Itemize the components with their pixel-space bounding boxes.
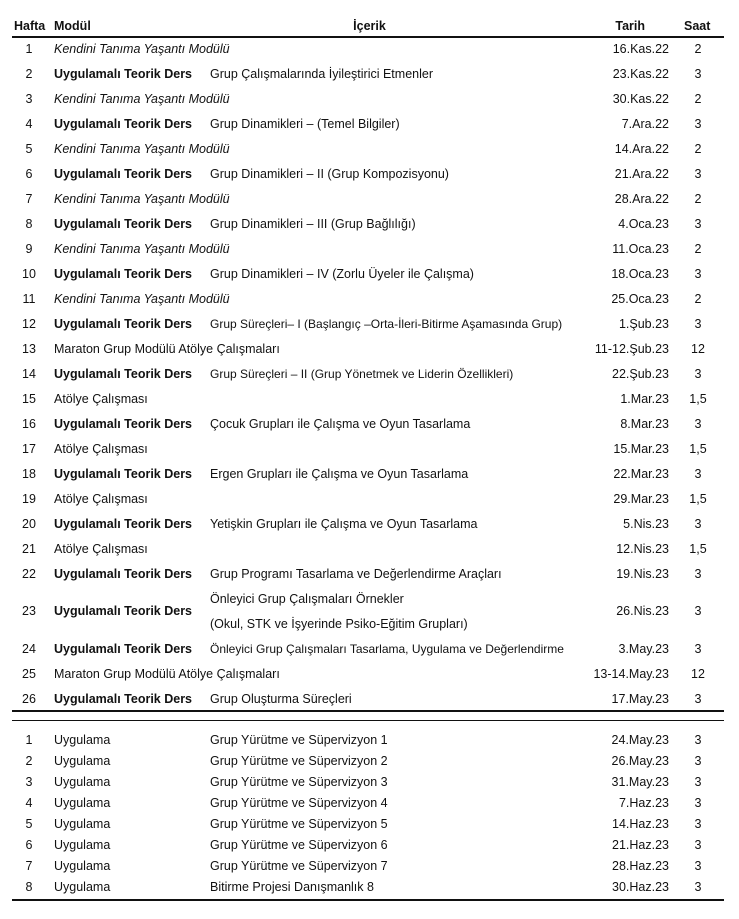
module-cell: Atölye Çalışması xyxy=(54,442,148,456)
module-cell: Uygulamalı Teorik Ders xyxy=(54,217,193,231)
module-cell: Maraton Grup Modülü Atölye Çalışmaları xyxy=(54,342,280,356)
week-cell: 17 xyxy=(22,442,36,456)
module-cell: Uygulamalı Teorik Ders xyxy=(54,117,193,131)
hours-cell: 3 xyxy=(694,796,702,810)
table-row xyxy=(0,262,739,287)
week-cell: 12 xyxy=(22,317,36,331)
header-week: Hafta xyxy=(14,19,46,33)
week-cell: 18 xyxy=(22,467,36,481)
date-cell: 7.Ara.22 xyxy=(621,117,669,131)
date-cell: 29.Mar.23 xyxy=(613,492,669,506)
date-cell: 4.Oca.23 xyxy=(618,217,669,231)
module-cell: Uygulamalı Teorik Ders xyxy=(54,604,193,618)
week-cell: 14 xyxy=(22,367,36,381)
content-cell: Grup Oluşturma Süreçleri xyxy=(210,692,352,706)
module-cell: Uygulamalı Teorik Ders xyxy=(54,692,193,706)
table-row xyxy=(0,187,739,212)
week-cell: 16 xyxy=(22,417,36,431)
date-cell: 12.Nis.23 xyxy=(616,542,669,556)
week-cell: 20 xyxy=(22,517,36,531)
header-hours: Saat xyxy=(684,19,711,33)
date-cell: 3.May.23 xyxy=(618,642,669,656)
table-row xyxy=(0,387,739,412)
module-cell: Uygulama xyxy=(54,754,111,768)
hours-cell: 3 xyxy=(694,317,702,331)
date-cell: 22.Şub.23 xyxy=(612,367,669,381)
table-row xyxy=(0,137,739,162)
content-cell: Çocuk Grupları ile Çalışma ve Oyun Tasarlama xyxy=(210,417,471,431)
hours-cell: 3 xyxy=(694,692,702,706)
module-cell: Uygulama xyxy=(54,733,111,747)
table-row xyxy=(0,337,739,362)
date-cell: 22.Mar.23 xyxy=(613,467,669,481)
table-row xyxy=(0,212,739,237)
hours-cell: 2 xyxy=(694,92,702,106)
hours-cell: 3 xyxy=(694,167,702,181)
date-cell: 28.Ara.22 xyxy=(614,192,669,206)
module-cell: Kendini Tanıma Yaşantı Modülü xyxy=(54,192,230,206)
content-cell: Grup Yürütme ve Süpervizyon 4 xyxy=(210,796,388,810)
week-cell: 8 xyxy=(25,880,33,894)
week-cell: 19 xyxy=(22,492,36,506)
hours-cell: 3 xyxy=(694,733,702,747)
module-cell: Atölye Çalışması xyxy=(54,492,148,506)
content-cell: Grup Dinamikleri – IV (Zorlu Üyeler ile Çalışma) xyxy=(210,267,474,281)
week-cell: 22 xyxy=(22,567,36,581)
hours-cell: 3 xyxy=(694,117,702,131)
hours-cell: 3 xyxy=(694,754,702,768)
week-cell: 1 xyxy=(25,733,33,747)
date-cell: 18.Oca.23 xyxy=(611,267,669,281)
content-cell: Grup Programı Tasarlama ve Değerlendirme Araçları xyxy=(210,567,502,581)
module-cell: Kendini Tanıma Yaşantı Modülü xyxy=(54,92,230,106)
module-cell: Uygulama xyxy=(54,859,111,873)
content-cell: Grup Yürütme ve Süpervizyon 6 xyxy=(210,838,388,852)
content-cell: Grup Yürütme ve Süpervizyon 2 xyxy=(210,754,388,768)
hours-cell: 3 xyxy=(694,817,702,831)
table-row xyxy=(0,487,739,512)
hours-cell: 2 xyxy=(694,292,702,306)
week-cell: 10 xyxy=(22,267,36,281)
module-cell: Uygulamalı Teorik Ders xyxy=(54,567,193,581)
week-cell: 3 xyxy=(25,92,33,106)
week-cell: 7 xyxy=(25,859,33,873)
date-cell: 26.Nis.23 xyxy=(616,604,669,618)
week-cell: 4 xyxy=(25,117,33,131)
week-cell: 26 xyxy=(22,692,36,706)
header-content: İçerik xyxy=(353,19,386,33)
module-cell: Kendini Tanıma Yaşantı Modülü xyxy=(54,142,230,156)
module-cell: Kendini Tanıma Yaşantı Modülü xyxy=(54,42,230,56)
practice-row xyxy=(0,877,739,898)
table-row xyxy=(0,287,739,312)
content-cell: Yetişkin Grupları ile Çalışma ve Oyun Tasarlama xyxy=(210,517,478,531)
week-cell: 25 xyxy=(22,667,36,681)
header-date: Tarih xyxy=(615,19,645,33)
hours-cell: 2 xyxy=(694,192,702,206)
module-cell: Uygulamalı Teorik Ders xyxy=(54,417,193,431)
hours-cell: 3 xyxy=(694,217,702,231)
practice-row xyxy=(0,835,739,856)
week-cell: 2 xyxy=(25,67,33,81)
week-cell: 6 xyxy=(25,838,33,852)
week-cell: 24 xyxy=(22,642,36,656)
module-cell: Uygulamalı Teorik Ders xyxy=(54,367,193,381)
content-cell-line2: (Okul, STK ve İşyerinde Psiko-Eğitim Grupları) xyxy=(210,617,468,631)
table-row xyxy=(0,512,739,537)
hours-cell: 3 xyxy=(694,604,702,618)
bottom-rule xyxy=(12,899,724,901)
week-cell: 11 xyxy=(22,292,36,306)
hours-cell: 2 xyxy=(694,242,702,256)
date-cell: 11-12.Şub.23 xyxy=(594,342,669,356)
date-cell: 23.Kas.22 xyxy=(612,67,669,81)
content-cell: Grup Süreçleri– I (Başlangıç –Orta-İleri-Bitirme Aşamasında Grup) xyxy=(210,317,563,331)
table-row xyxy=(0,437,739,462)
week-cell: 6 xyxy=(25,167,33,181)
content-cell: Grup Dinamikleri – III (Grup Bağlılığı) xyxy=(210,217,416,231)
week-cell: 13 xyxy=(22,342,36,356)
date-cell: 5.Nis.23 xyxy=(623,517,669,531)
table-row xyxy=(0,62,739,87)
date-cell: 17.May.23 xyxy=(611,692,669,706)
hours-cell: 3 xyxy=(694,67,702,81)
module-cell: Uygulama xyxy=(54,838,111,852)
content-cell: Bitirme Projesi Danışmanlık 8 xyxy=(210,880,374,894)
practice-row xyxy=(0,772,739,793)
table-row xyxy=(0,462,739,487)
module-cell: Uygulama xyxy=(54,880,111,894)
date-cell: 25.Oca.23 xyxy=(611,292,669,306)
date-cell: 30.Kas.22 xyxy=(612,92,669,106)
content-cell: Önleyici Grup Çalışmaları Örnekler xyxy=(210,592,404,606)
content-cell: Grup Yürütme ve Süpervizyon 5 xyxy=(210,817,388,831)
hours-cell: 3 xyxy=(694,417,702,431)
practice-row xyxy=(0,751,739,772)
week-cell: 5 xyxy=(25,142,33,156)
content-cell: Grup Yürütme ve Süpervizyon 7 xyxy=(210,859,388,873)
table-row xyxy=(0,87,739,112)
content-cell: Grup Dinamikleri – II (Grup Kompozisyonu) xyxy=(210,167,449,181)
date-cell: 24.May.23 xyxy=(611,733,669,747)
table-row xyxy=(0,687,739,712)
hours-cell: 3 xyxy=(694,467,702,481)
date-cell: 31.May.23 xyxy=(611,775,669,789)
hours-cell: 1,5 xyxy=(689,542,707,556)
week-cell: 2 xyxy=(25,754,33,768)
hours-cell: 3 xyxy=(694,859,702,873)
date-cell: 13-14.May.23 xyxy=(593,667,669,681)
hours-cell: 1,5 xyxy=(689,392,707,406)
hours-cell: 3 xyxy=(694,267,702,281)
module-cell: Maraton Grup Modülü Atölye Çalışmaları xyxy=(54,667,280,681)
practice-top-rule xyxy=(12,720,724,721)
date-cell: 26.May.23 xyxy=(611,754,669,768)
practice-row xyxy=(0,814,739,835)
hours-cell: 3 xyxy=(694,642,702,656)
hours-cell: 3 xyxy=(694,880,702,894)
week-cell: 9 xyxy=(25,242,33,256)
module-cell: Atölye Çalışması xyxy=(54,392,148,406)
module-cell: Kendini Tanıma Yaşantı Modülü xyxy=(54,242,230,256)
hours-cell: 3 xyxy=(694,775,702,789)
content-cell: Grup Süreçleri – II (Grup Yönetmek ve Liderin Özellikleri) xyxy=(210,367,514,381)
date-cell: 21.Haz.23 xyxy=(612,838,669,852)
table-row xyxy=(0,162,739,187)
date-cell: 19.Nis.23 xyxy=(616,567,669,581)
date-cell: 28.Haz.23 xyxy=(612,859,669,873)
table-row xyxy=(0,637,739,662)
hours-cell: 1,5 xyxy=(689,492,707,506)
content-cell: Grup Yürütme ve Süpervizyon 3 xyxy=(210,775,388,789)
table-row xyxy=(0,412,739,437)
hours-cell: 3 xyxy=(694,567,702,581)
week-cell: 5 xyxy=(25,817,33,831)
hours-cell: 12 xyxy=(691,667,705,681)
week-cell: 7 xyxy=(25,192,33,206)
table-row xyxy=(0,587,739,637)
module-cell: Uygulamalı Teorik Ders xyxy=(54,317,193,331)
module-cell: Uygulama xyxy=(54,796,111,810)
table-row xyxy=(0,537,739,562)
week-cell: 8 xyxy=(25,217,33,231)
table-row xyxy=(0,662,739,687)
module-cell: Uygulama xyxy=(54,817,111,831)
module-cell: Uygulamalı Teorik Ders xyxy=(54,167,193,181)
date-cell: 14.Haz.23 xyxy=(612,817,669,831)
module-cell: Uygulamalı Teorik Ders xyxy=(54,517,193,531)
hours-cell: 1,5 xyxy=(689,442,707,456)
module-cell: Uygulamalı Teorik Ders xyxy=(54,467,193,481)
date-cell: 16.Kas.22 xyxy=(612,42,669,56)
date-cell: 11.Oca.23 xyxy=(612,242,669,256)
header-module: Modül xyxy=(54,19,91,33)
date-cell: 1.Mar.23 xyxy=(620,392,669,406)
table-row xyxy=(0,562,739,587)
hours-cell: 3 xyxy=(694,838,702,852)
week-cell: 23 xyxy=(22,604,36,618)
module-cell: Uygulamalı Teorik Ders xyxy=(54,267,193,281)
hours-cell: 2 xyxy=(694,42,702,56)
date-cell: 30.Haz.23 xyxy=(612,880,669,894)
date-cell: 21.Ara.22 xyxy=(614,167,669,181)
section-rule xyxy=(12,710,724,712)
content-cell: Grup Çalışmalarında İyileştirici Etmenler xyxy=(210,67,433,81)
week-cell: 15 xyxy=(22,392,36,406)
date-cell: 15.Mar.23 xyxy=(613,442,669,456)
practice-row xyxy=(0,730,739,751)
table-row xyxy=(0,312,739,337)
content-cell: Grup Dinamikleri – (Temel Bilgiler) xyxy=(210,117,400,131)
table-row xyxy=(0,237,739,262)
hours-cell: 3 xyxy=(694,367,702,381)
table-row xyxy=(0,362,739,387)
hours-cell: 2 xyxy=(694,142,702,156)
practice-row xyxy=(0,856,739,877)
week-cell: 4 xyxy=(25,796,33,810)
content-cell: Ergen Grupları ile Çalışma ve Oyun Tasarlama xyxy=(210,467,469,481)
hours-cell: 12 xyxy=(691,342,705,356)
table-row xyxy=(0,112,739,137)
content-cell: Önleyici Grup Çalışmaları Tasarlama, Uygulama ve Değerlendirme xyxy=(210,642,564,656)
module-cell: Uygulamalı Teorik Ders xyxy=(54,67,193,81)
date-cell: 14.Ara.22 xyxy=(614,142,669,156)
week-cell: 3 xyxy=(25,775,33,789)
module-cell: Uygulamalı Teorik Ders xyxy=(54,642,193,656)
content-cell: Grup Yürütme ve Süpervizyon 1 xyxy=(210,733,388,747)
week-cell: 21 xyxy=(22,542,36,556)
practice-row xyxy=(0,793,739,814)
week-cell: 1 xyxy=(25,42,33,56)
hours-cell: 3 xyxy=(694,517,702,531)
module-cell: Uygulama xyxy=(54,775,111,789)
module-cell: Kendini Tanıma Yaşantı Modülü xyxy=(54,292,230,306)
table-row xyxy=(0,37,739,62)
date-cell: 8.Mar.23 xyxy=(620,417,669,431)
date-cell: 7.Haz.23 xyxy=(618,796,669,810)
module-cell: Atölye Çalışması xyxy=(54,542,148,556)
date-cell: 1.Şub.23 xyxy=(618,317,669,331)
